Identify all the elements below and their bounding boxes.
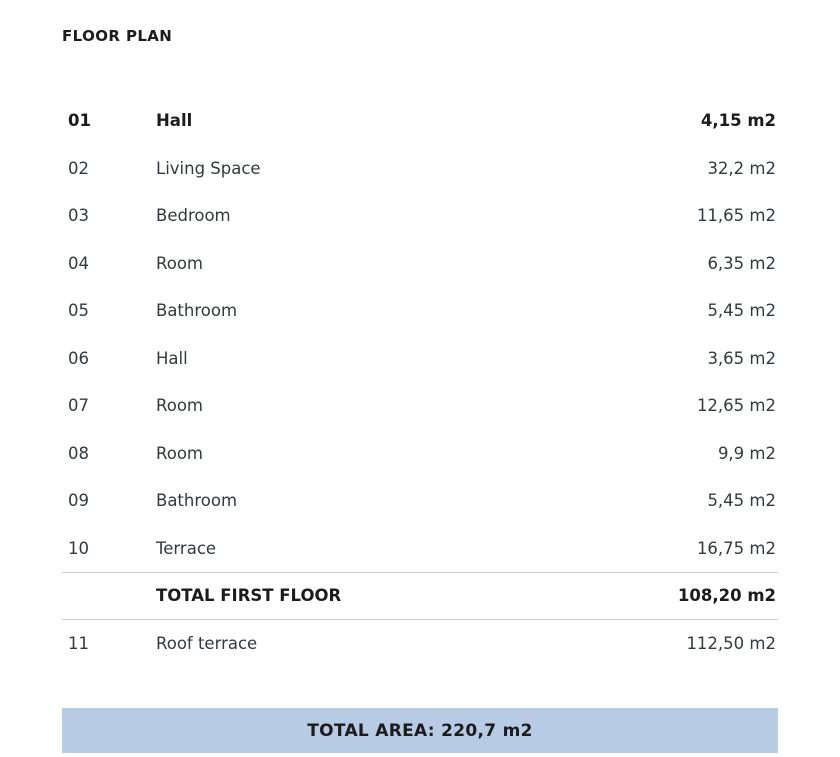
table-row	[62, 145, 778, 193]
room-number: 02	[68, 158, 89, 178]
room-area: 3,65 m2	[707, 348, 776, 368]
subtotal-label: TOTAL FIRST FLOOR	[156, 572, 560, 620]
room-area: 11,65 m2	[696, 206, 776, 226]
room-name: Room	[156, 443, 203, 463]
table-row	[62, 335, 778, 383]
room-name: Hall	[156, 348, 188, 368]
room-number: 07	[68, 396, 89, 416]
room-area: 5,45 m2	[707, 491, 776, 511]
room-number: 05	[68, 301, 89, 321]
room-number: 01	[68, 111, 91, 131]
room-name: Bathroom	[156, 301, 238, 321]
room-name: Roof terrace	[156, 620, 560, 668]
room-name: Terrace	[156, 538, 217, 558]
room-schedule-table	[62, 97, 778, 667]
room-area: 6,35 m2	[707, 253, 776, 273]
total-area-banner	[62, 708, 778, 753]
table-row	[62, 192, 778, 240]
table-row	[62, 240, 778, 288]
table-row	[62, 97, 778, 145]
floor-plan-schedule	[62, 0, 778, 753]
room-number: 03	[68, 206, 89, 226]
room-name: Hall	[156, 111, 193, 131]
table-row	[62, 382, 778, 430]
table-row	[62, 620, 778, 668]
room-area: 32,2 m2	[707, 158, 776, 178]
page-title: FLOOR PLAN	[62, 27, 173, 45]
room-area: 5,45 m2	[707, 301, 776, 321]
room-name: Room	[156, 253, 203, 273]
room-number: 10	[68, 538, 89, 558]
room-name: Bedroom	[156, 206, 231, 226]
subtotal-row	[62, 572, 778, 620]
room-number: 09	[68, 491, 89, 511]
table-row	[62, 525, 778, 573]
subtotal-area: 108,20 m2	[560, 572, 778, 620]
subtotal-number	[62, 572, 156, 620]
total-area-label: TOTAL AREA: 220,7 m2	[307, 720, 533, 741]
room-name: Bathroom	[156, 491, 238, 511]
room-area: 112,50 m2	[560, 620, 778, 668]
room-number: 11	[62, 620, 156, 668]
table-row	[62, 287, 778, 335]
table-row	[62, 430, 778, 478]
room-area: 9,9 m2	[717, 443, 776, 463]
room-area: 12,65 m2	[696, 396, 776, 416]
room-area: 16,75 m2	[696, 538, 776, 558]
room-name: Room	[156, 396, 203, 416]
room-name: Living Space	[156, 158, 261, 178]
room-area: 4,15 m2	[700, 111, 776, 131]
room-number: 08	[68, 443, 89, 463]
room-number: 04	[68, 253, 89, 273]
table-row	[62, 477, 778, 525]
room-number: 06	[68, 348, 89, 368]
